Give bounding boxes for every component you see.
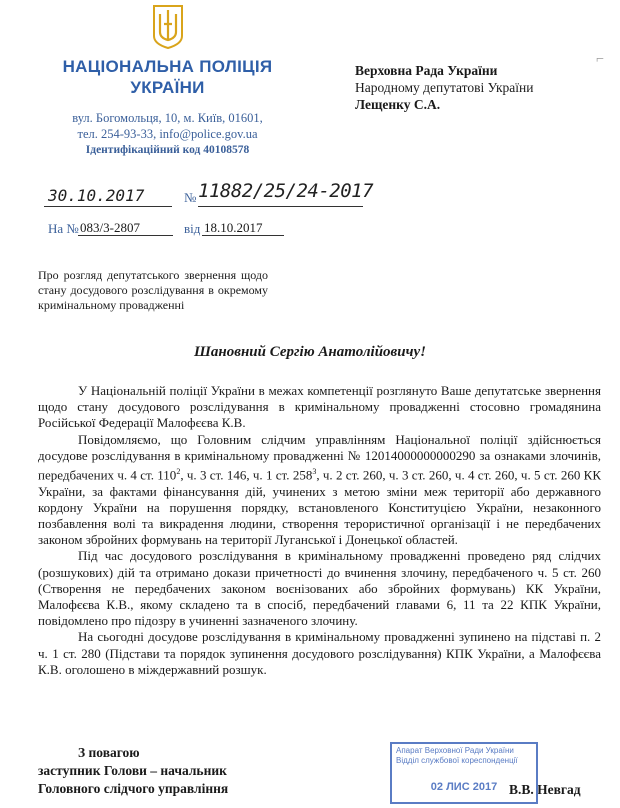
body-paragraph-3: Під час досудового розслідування в кримінальному провадженні проведено ряд слідчих (розшукових) дій та отримано докази причетності до вчинення злочину, передбаченого ч. 5 ст. 260 (Створення не передбачених законом воєнізованих або збройних формувань) КК України, Малофєєва К.В., якому складено та в спосіб, передбачений главами 6, 11 та 22 КПК України, повідомлено про підозру в учиненні зазначеного злочину.	[38, 548, 601, 629]
received-stamp	[390, 742, 538, 804]
reg-no-label: №	[184, 190, 197, 205]
body-paragraph-4: На сьогодні досудове розслідування в кримінальному провадженні зупинено на підставі п. 2 ч. 1 ст. 280 (Підстави та порядок зупинення досудового розслідування) КПК України, а Малофєєва К.В. оголошено в міждержавний розшук.	[38, 629, 601, 677]
signature-department: Головного слідчого управління	[38, 781, 229, 796]
ref-date-label: від	[184, 221, 201, 236]
signature-regards: З повагою	[78, 745, 140, 760]
ref-number-line	[78, 235, 173, 236]
body-paragraph-1: У Національній поліції України в межах компетенції розглянуто Ваше депутатське звернення щодо стану досудового розслідування в кримінальному провадженні стосовно громадянина Російської Федерації Малофєєва К.В.	[38, 383, 601, 431]
ref-number: 083/3-2807	[80, 220, 140, 235]
reg-number-handwritten: 11882/25/24-2017	[198, 180, 374, 202]
stamp-line2: Відділ службової кореспонденції	[396, 756, 518, 765]
letter-subject: Про розгляд депутатського звернення щодо стану досудового розслідування в окремому кримінальному провадженні	[38, 268, 268, 312]
addressee-line3: Лещенку С.А.	[355, 97, 441, 112]
signatory-name: В.В. Невгад	[509, 782, 581, 797]
body-paragraph-2: Повідомляємо, що Головним слідчим управлінням Національної поліції здійснюється досудове розслідування в кримінальному провадженні № 12014000000000290 за ознаками злочинів, передбачених ч. 4 ст. $110^2$, ч. 3 ст. 146, ч. 1 ст. $258^3$, ч. 2 ст. 260, ч. 3 ст. 260, ч. 4 ст. 260, ч. 5 ст. 260 КК України, за фактами фінансування дій, учинених з метою зміни меж території або державного кордону України на порушення порядку, встановленого Конституцією України, незаконного позбавлення волі та викрадення людини, створення терористичної організації і не передбачених законом збройних формувань на території Луганської і Донецької областей.	[38, 431, 602, 548]
org-name-line2: УКРАЇНИ	[130, 78, 205, 97]
org-address: вул. Богомольця, 10, м. Київ, 01601,	[72, 111, 263, 125]
org-name-line1: НАЦІОНАЛЬНА ПОЛІЦІЯ	[62, 57, 273, 76]
ukraine-trident-icon	[152, 4, 184, 50]
org-phone-email: тел. 254-93-33, info@police.gov.ua	[77, 127, 258, 141]
addressee-line1: Верховна Рада України	[355, 63, 498, 78]
org-id-code: Ідентифікаційний код 40108578	[85, 144, 250, 156]
stamp-line1: Апарат Верховної Ради України	[396, 746, 514, 755]
addressee	[355, 62, 534, 113]
reg-number-line	[198, 206, 363, 207]
signature-block	[38, 744, 228, 798]
ref-label: На №	[48, 221, 79, 236]
ref-date: 18.10.2017	[204, 220, 263, 235]
reg-date-handwritten: 30.10.2017	[48, 186, 145, 205]
addressee-line2: Народному депутатові України	[355, 80, 534, 95]
corner-mark: ⌐	[596, 52, 604, 67]
reg-date-line	[44, 206, 172, 207]
signature-position: заступник Голови – начальник	[38, 763, 227, 778]
ref-date-line	[202, 235, 284, 236]
stamp-date: 02 ЛИС 2017	[430, 781, 498, 793]
letter-body	[38, 383, 601, 678]
salutation: Шановний Сергію Анатолійовичу!	[194, 344, 426, 360]
